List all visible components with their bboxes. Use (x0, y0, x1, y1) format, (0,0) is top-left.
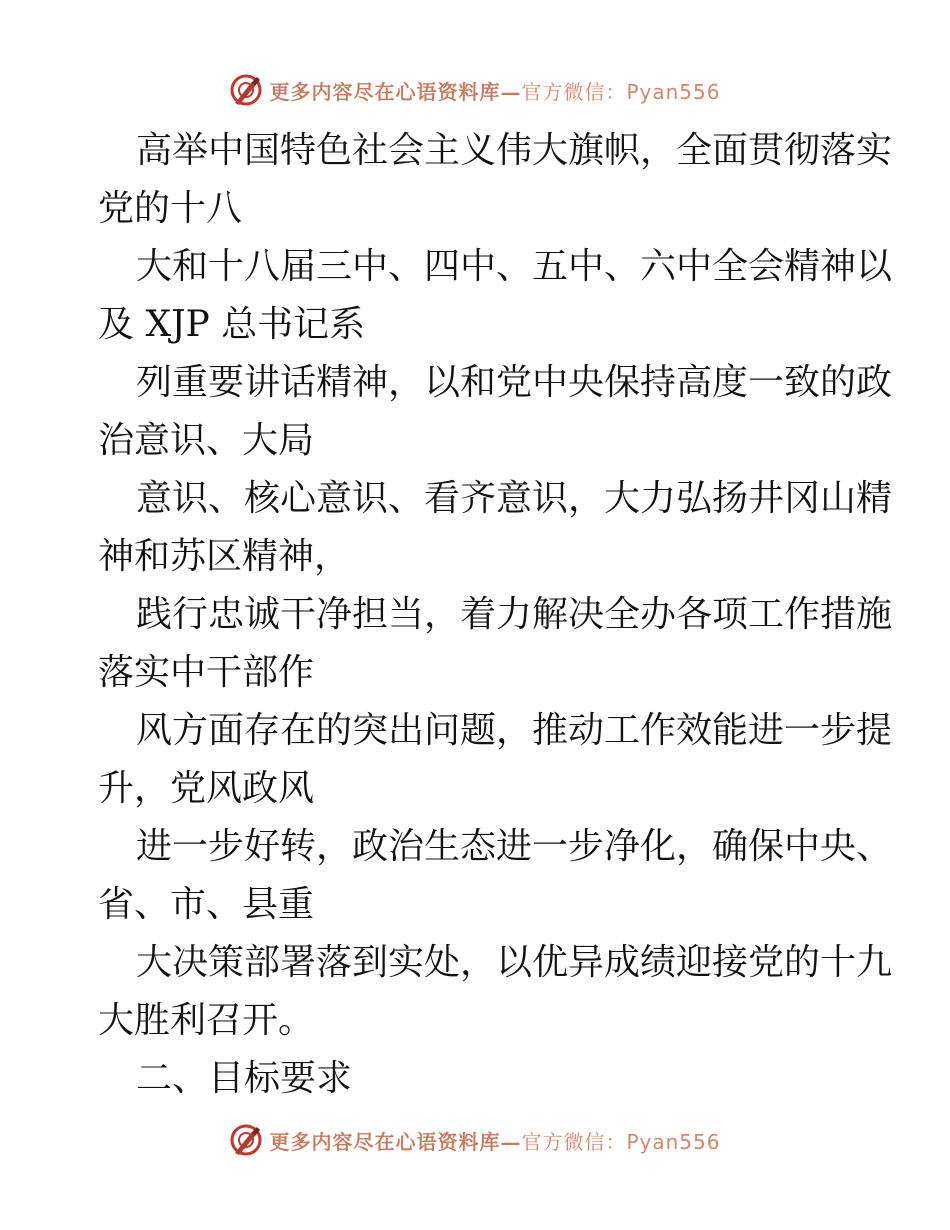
paragraph-line: 治意识、大局 (98, 420, 315, 461)
paragraph-line: 及 XJP 总书记系 (98, 304, 366, 345)
watermark-dash: — (500, 1129, 522, 1154)
paragraph-line: 进一步好转，政治生态进一步净化，确保中央、 (136, 826, 893, 867)
paragraph-line: 大决策部署落到实处，以优异成绩迎接党的十九 (136, 942, 893, 983)
section-heading: 二、目标要求 (136, 1058, 353, 1099)
pen-logo-icon (229, 73, 263, 107)
watermark-main-text: 更多内容尽在心语资料库 (269, 79, 501, 104)
watermark-dash: — (500, 79, 522, 104)
pen-logo-icon (229, 1123, 263, 1157)
header-watermark (0, 70, 950, 110)
paragraph-line: 践行忠诚干净担当，着力解决全办各项工作措施 (136, 594, 893, 635)
paragraph-line: 党的十八 (98, 188, 243, 229)
paragraph-line: 升，党风政风 (98, 768, 315, 809)
paragraph-line: 意识、核心意识、看齐意识，大力弘扬井冈山精 (136, 478, 893, 519)
footer-watermark (0, 1120, 950, 1160)
paragraph-line: 高举中国特色社会主义伟大旗帜，全面贯彻落实 (136, 130, 893, 171)
watermark-main-text: 更多内容尽在心语资料库 (269, 1129, 501, 1154)
paragraph-line: 列重要讲话精神，以和党中央保持高度一致的政 (136, 362, 893, 403)
paragraph-line: 省、市、县重 (98, 884, 315, 925)
watermark-wechat-text: 官方微信：Pyan556 (521, 1129, 721, 1154)
paragraph-line: 风方面存在的突出问题，推动工作效能进一步提 (136, 710, 893, 751)
paragraph-line: 落实中干部作 (98, 652, 315, 693)
paragraph-line: 大和十八届三中、四中、五中、六中全会精神以 (136, 246, 893, 287)
document-body (98, 122, 893, 1108)
watermark-wechat-text: 官方微信：Pyan556 (521, 79, 721, 104)
paragraph-line: 大胜利召开。 (98, 1000, 315, 1041)
paragraph-line: 神和苏区精神， (98, 536, 351, 577)
